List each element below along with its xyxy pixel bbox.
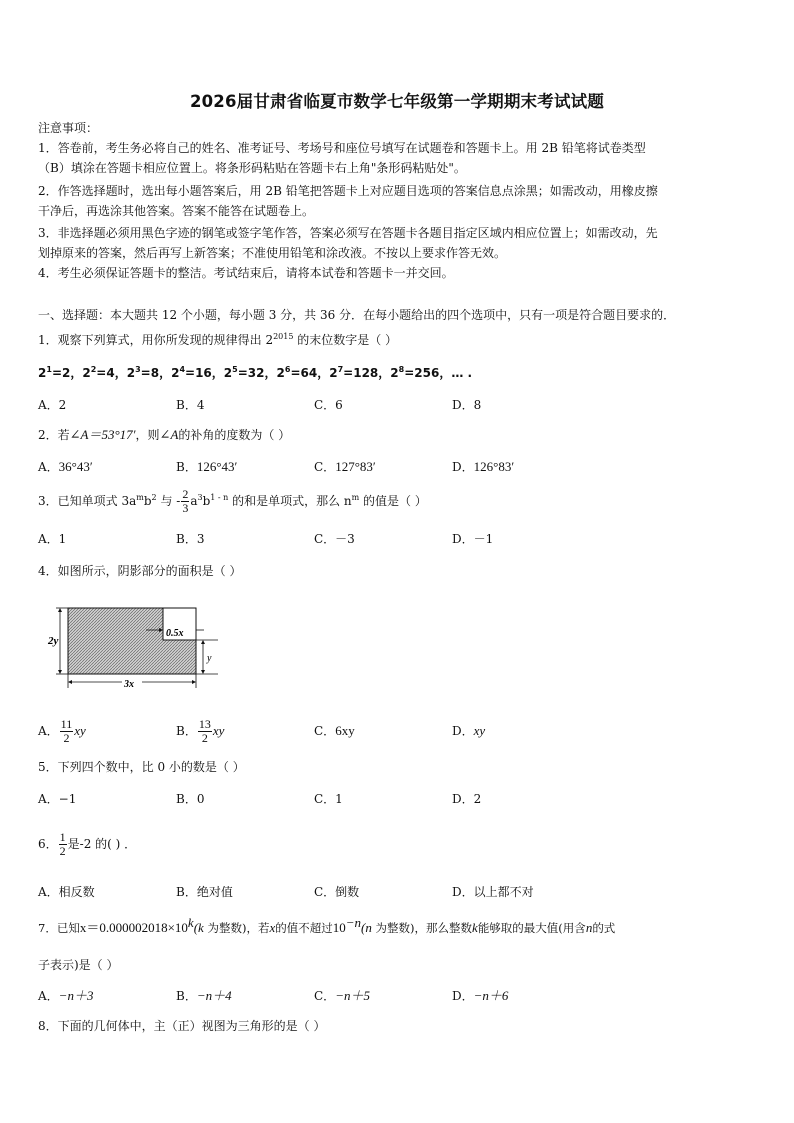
question-7-stem: 7．已知$x=0.000002018\times 10^k(k$ 为整数)，若x的值不超过$10^{-n}(n$ 为整数)，那么整数k能够取的最大值(用含n的式 [38,915,616,935]
q5-option-a[interactable]: A．−1 [38,792,77,806]
question-5-stem: 5．下列四个数中，比 0 小的数是（ ） [38,760,245,774]
section-heading: 一、选择题：本大题共 12 个小题，每小题 3 分，共 36 分．在每小题给出的四个选项中，只有一项是符合题目要求的． [38,308,676,322]
label-3x: 3x [124,679,134,690]
q3-option-c[interactable]: C．－3 [314,532,355,546]
notice-line-1: 1．答卷前，考生务必将自己的姓名、准考证号、考场号和座位号填写在试题卷和答题卡上。用 2B 铅笔将试卷类型 [38,141,646,155]
question-1-stem: 1．观察下列算式，用你所发现的规律得出 $2^{2015}$ 的末位数字是（ ） [38,332,398,347]
q2-option-d[interactable]: D．126°83′ [452,459,515,474]
q7-option-c[interactable]: C．−n＋5 [314,988,370,1003]
q7-option-d[interactable]: D．−n＋6 [452,988,509,1003]
notice-line-2: （B）填涂在答题卡相应位置上。将条形码粘贴在答题卡右上角"条形码粘贴处"。 [38,161,466,175]
q7-option-a[interactable]: A．−n＋3 [38,988,94,1003]
notice-heading: 注意事项： [38,121,99,135]
q4-option-a[interactable]: A． $\frac{11}{2}$ xy [38,717,86,745]
question-6-stem: 6． $\frac{1}{2}$ 是-2 的( ) ． [38,830,137,858]
power-term: $2^8=256$ [390,365,440,380]
power-term: $2^5=32$ [223,365,265,380]
power-term: $2^6=64$ [276,365,318,380]
q4-option-d[interactable]: D．xy [452,723,486,738]
page-title: 2026届甘肃省临夏市数学七年级第一学期期末考试试题 [189,92,605,111]
power-term: $2^4=16$ [171,365,212,380]
question-4-stem: 4．如图所示，阴影部分的面积是（ ） [38,564,242,578]
q4-option-b[interactable]: B． $\frac{13}{2}$ xy [176,717,225,745]
notice-line-7: 4．考生必须保证答题卡的整洁。考试结束后，请将本试卷和答题卡一并交回。 [38,266,454,280]
label-0-5x: 0.5x [166,628,184,639]
shaded-area-figure [46,596,236,692]
q3-option-d[interactable]: D．－1 [452,532,494,546]
question-1-sequence: $2^1=2$，$2^2=4$，$2^3=8$，$2^4=16$，$2^5=32$，$2^6=64$，$2^7=128$，$2^8=256$，… . [38,365,473,380]
power-term: $2^2=4$ [82,365,115,380]
q2-option-a[interactable]: A．36°43′ [38,459,93,474]
label-2y: 2y [48,635,59,647]
power-term: $2^1=2$ [38,365,71,380]
notice-line-5: 3．非选择题必须用黑色字迹的钢笔或签字笔作答，答案必须写在答题卡各题目指定区域内相应位置上；如需改动，先 [38,226,658,240]
notice-line-4: 干净后，再选涂其他答案。答案不能答在试题卷上。 [38,204,315,218]
power-term: $2^7=128$ [329,365,379,380]
question-3-stem: 3．已知单项式 $3a^mb^2$ 与 - $\frac{2}{3}$ $a^3b^{1 - n}$ 的和是单项式，那么 $n^m$ 的值是（ ） [38,487,427,515]
q1-option-d[interactable]: D．8 [452,398,482,412]
q3-option-b[interactable]: B．3 [176,532,205,546]
q5-option-d[interactable]: D．2 [452,792,482,806]
q1-option-c[interactable]: C．6 [314,398,343,412]
q1-option-b[interactable]: B．4 [176,398,205,412]
fraction-one-half: $\frac{1}{2}$ [59,830,66,858]
q5-option-c[interactable]: C．1 [314,792,343,806]
power-term: $2^3=8$ [126,365,160,380]
q2-option-b[interactable]: B．126°43′ [176,459,238,474]
q5-option-b[interactable]: B．0 [176,792,205,806]
q1-option-a[interactable]: A．2 [38,398,67,412]
q6-option-d[interactable]: D．以上都不对 [452,885,534,899]
question-7-stem-line-2: 子表示)是（ ） [38,958,119,972]
fraction-two-thirds: $\frac{2}{3}$ [182,487,189,515]
power-sequence: $2^1=2$，$2^2=4$，$2^3=8$，$2^4=16$，$2^5=32$，$2^6=64$，$2^7=128$，$2^8=256$ [38,365,440,380]
q2-option-c[interactable]: C．127°83′ [314,459,376,474]
q7-option-b[interactable]: B．−n＋4 [176,988,232,1003]
question-2-stem: 2．若∠A＝53°17′，则∠A的补角的度数为（ ） [38,427,291,442]
question-8-stem: 8．下面的几何体中，主（正）视图为三角形的是（ ） [38,1019,326,1033]
q4-option-c[interactable]: C．6xy [314,723,355,738]
label-y: y [207,653,212,664]
q3-option-a[interactable]: A．1 [38,532,67,546]
notice-line-6: 划掉原来的答案，然后再写上新答案；不准使用铅笔和涂改液。不按以上要求作答无效。 [38,246,507,260]
q6-option-b[interactable]: B．绝对值 [176,885,233,899]
q6-option-a[interactable]: A．相反数 [38,885,95,899]
q6-option-c[interactable]: C．倒数 [314,885,360,899]
notice-line-3: 2．作答选择题时，选出每小题答案后，用 2B 铅笔把答题卡上对应题目选项的答案信息点涂黑；如需改动，用橡皮擦 [38,184,658,198]
